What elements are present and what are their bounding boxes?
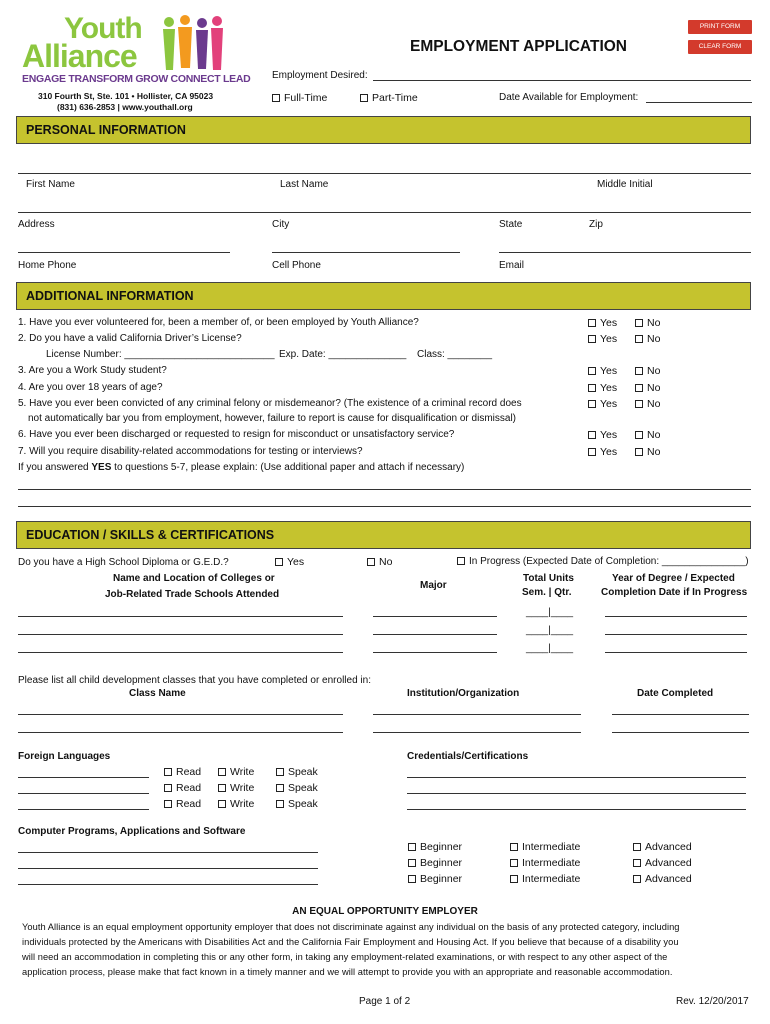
- class-row-1[interactable]: [18, 714, 343, 715]
- program-row-1[interactable]: [18, 852, 318, 853]
- q2-yes-label: Yes: [600, 333, 618, 345]
- personal-information-header: [16, 116, 751, 144]
- q1-yes[interactable]: [588, 317, 617, 329]
- home-phone-field[interactable]: [18, 252, 230, 253]
- q7-yes-label: Yes: [600, 446, 618, 458]
- prog3-beginner-label: Beginner: [420, 873, 463, 885]
- computer-programs-label: Computer Programs, Applications and Software: [18, 826, 246, 837]
- date-available-label: Date Available for Employment:: [499, 92, 639, 103]
- education-title: EDUCATION / SKILLS & CERTIFICATIONS: [26, 528, 275, 542]
- logo-tagline: ENGAGE TRANSFORM GROW CONNECT LEAD: [22, 73, 251, 85]
- education-header: [16, 521, 751, 549]
- q4-yes[interactable]: [588, 382, 617, 394]
- language-row-3[interactable]: [18, 809, 149, 810]
- prog3-advanced-checkbox[interactable]: [633, 875, 641, 883]
- prog1-intermediate-checkbox[interactable]: [510, 843, 518, 851]
- prog3-intermediate-label: Intermediate: [522, 873, 581, 885]
- school-row-1[interactable]: [18, 616, 343, 617]
- institution-row-1[interactable]: [373, 714, 581, 715]
- part-time-option[interactable]: [360, 92, 418, 104]
- q7-no-label: No: [647, 446, 661, 458]
- child-dev-instructions: Please list all child development classes that you have completed or enrolled in:: [18, 675, 371, 686]
- prog1-advanced-label: Advanced: [645, 841, 692, 853]
- q3-no[interactable]: [635, 365, 660, 377]
- revision-date: Rev. 12/20/2017: [676, 996, 749, 1007]
- prog1-beginner-label: Beginner: [420, 841, 463, 853]
- program-row-3[interactable]: [18, 884, 318, 885]
- col-major: Major: [420, 580, 447, 591]
- date-available-field[interactable]: [646, 102, 752, 103]
- email-label: Email: [499, 260, 525, 271]
- prog2-beginner[interactable]: [408, 857, 462, 869]
- diploma-yes-label: Yes: [287, 556, 305, 568]
- prog2-intermediate[interactable]: [510, 857, 580, 869]
- logo-text-youth: Youth: [64, 12, 142, 45]
- lang1-speak-checkbox[interactable]: [276, 768, 284, 776]
- col-degree-2: Completion Date if In Progress: [601, 587, 748, 598]
- prog1-advanced-checkbox[interactable]: [633, 843, 641, 851]
- major-row-2[interactable]: [373, 634, 497, 635]
- diploma-question: Do you have a High School Diploma or G.E.D.?: [18, 557, 229, 568]
- diploma-no-checkbox[interactable]: [367, 558, 375, 566]
- class-name-header: Class Name: [129, 688, 186, 699]
- question-5: 5. Have you ever been convicted of any criminal felony or misdemeanor? (The existence of a criminal record does: [18, 398, 522, 409]
- lang3-write-label: Write: [230, 798, 255, 810]
- email-field[interactable]: [499, 252, 751, 253]
- q5-yes-checkbox[interactable]: [588, 400, 596, 408]
- prog2-beginner-label: Beginner: [420, 857, 463, 869]
- full-time-option[interactable]: [272, 92, 327, 104]
- q7-no[interactable]: [635, 446, 660, 458]
- degree-row-1[interactable]: [605, 616, 747, 617]
- q3-no-label: No: [647, 365, 661, 377]
- q5-yes[interactable]: [588, 398, 617, 410]
- explain-pre: If you answered: [18, 462, 92, 473]
- lang3-write-checkbox[interactable]: [218, 800, 226, 808]
- page-number: Page 1 of 2: [359, 996, 411, 1007]
- page-title: EMPLOYMENT APPLICATION: [410, 38, 627, 55]
- personal-information-title: PERSONAL INFORMATION: [26, 123, 186, 137]
- lang3-read-label: Read: [176, 798, 202, 810]
- lang3-speak-label: Speak: [288, 798, 318, 810]
- home-phone-label: Home Phone: [18, 260, 77, 271]
- q6-yes-label: Yes: [600, 429, 618, 441]
- q4-no-label: No: [647, 382, 661, 394]
- logo: [20, 12, 251, 92]
- lang3-speak-checkbox[interactable]: [276, 800, 284, 808]
- units-row-2[interactable]: ____|____: [526, 625, 574, 636]
- eeo-line-2: individuals protected by the Americans with Disabilities Act and the California Fair Employment and Housing Act. If you believe that because of a disability you: [22, 937, 679, 947]
- prog3-intermediate-checkbox[interactable]: [510, 875, 518, 883]
- question-1: 1. Have you ever volunteered for, been a member of, or been employed by Youth Alliance?: [18, 317, 419, 328]
- prog2-beginner-checkbox[interactable]: [408, 859, 416, 867]
- col-school-1: Name and Location of Colleges or: [113, 573, 275, 584]
- q3-no-checkbox[interactable]: [635, 367, 643, 375]
- prog2-advanced[interactable]: [633, 857, 692, 869]
- school-row-3[interactable]: [18, 652, 343, 653]
- q1-no-label: No: [647, 317, 661, 329]
- lang3-read-checkbox[interactable]: [164, 800, 172, 808]
- institution-header: Institution/Organization: [407, 688, 520, 699]
- diploma-in-progress[interactable]: [457, 556, 749, 568]
- eeo-title: AN EQUAL OPPORTUNITY EMPLOYER: [292, 906, 478, 917]
- lang2-read-label: Read: [176, 782, 202, 794]
- degree-row-2[interactable]: [605, 634, 747, 635]
- city-label: City: [272, 219, 290, 230]
- explain-yes: YES: [91, 462, 112, 473]
- q2-no-checkbox[interactable]: [635, 335, 643, 343]
- prog2-advanced-checkbox[interactable]: [633, 859, 641, 867]
- lang2-speak-checkbox[interactable]: [276, 784, 284, 792]
- prog3-beginner[interactable]: [408, 873, 462, 885]
- lang1-read[interactable]: [164, 766, 201, 778]
- employment-desired-label: Employment Desired:: [272, 70, 368, 81]
- lang3-write[interactable]: [218, 798, 254, 810]
- name-field[interactable]: [18, 173, 751, 174]
- lang2-write-checkbox[interactable]: [218, 784, 226, 792]
- prog2-intermediate-label: Intermediate: [522, 857, 581, 869]
- prog3-beginner-checkbox[interactable]: [408, 875, 416, 883]
- diploma-in-progress-label: In Progress (Expected Date of Completion: _______________): [469, 556, 749, 567]
- date-row-1[interactable]: [612, 714, 749, 715]
- lang1-write-checkbox[interactable]: [218, 768, 226, 776]
- q5-yes-label: Yes: [600, 398, 618, 410]
- units-row-3[interactable]: ____|____: [526, 643, 574, 654]
- cell-phone-field[interactable]: [272, 252, 460, 253]
- address-label: Address: [18, 219, 55, 230]
- lang3-read[interactable]: [164, 798, 201, 810]
- institution-row-2[interactable]: [373, 732, 581, 733]
- state-label: State: [499, 219, 523, 230]
- eeo-line-4: application process, please make that fact known in a timely manner and we will attempt to provide you with an appropriate and reasonable accommodation.: [22, 967, 673, 977]
- major-row-3[interactable]: [373, 652, 497, 653]
- org-contact: (831) 636-2853 | www.youthall.org: [57, 102, 193, 112]
- q4-yes-label: Yes: [600, 382, 618, 394]
- lang2-speak[interactable]: [276, 782, 318, 794]
- date-completed-header: Date Completed: [637, 688, 714, 699]
- language-row-1[interactable]: [18, 777, 149, 778]
- eeo-statement: [22, 920, 750, 980]
- language-row-2[interactable]: [18, 793, 149, 794]
- q7-yes-checkbox[interactable]: [588, 448, 596, 456]
- middle-initial-label: Middle Initial: [597, 179, 653, 190]
- q7-no-checkbox[interactable]: [635, 448, 643, 456]
- lang1-read-checkbox[interactable]: [164, 768, 172, 776]
- question-4: 4. Are you over 18 years of age?: [18, 382, 163, 393]
- units-row-1[interactable]: ____|____: [526, 607, 574, 618]
- prog1-beginner[interactable]: [408, 841, 462, 853]
- employment-desired-field[interactable]: [373, 80, 751, 81]
- prog3-advanced[interactable]: [633, 873, 692, 885]
- question-5-cont: not automatically bar you from employment, however, failure to report is cause for disqualification or dismissal): [28, 413, 516, 424]
- q5-no-label: No: [647, 398, 661, 410]
- last-name-label: Last Name: [280, 179, 329, 190]
- col-degree-1: Year of Degree / Expected: [612, 573, 735, 584]
- q3-yes[interactable]: [588, 365, 617, 377]
- q2-yes-checkbox[interactable]: [588, 335, 596, 343]
- date-row-2[interactable]: [612, 732, 749, 733]
- credentials-label: Credentials/Certifications: [407, 751, 529, 762]
- col-units-1: Total Units: [523, 573, 574, 584]
- lang1-speak[interactable]: [276, 766, 318, 778]
- lang2-speak-label: Speak: [288, 782, 318, 794]
- col-school-2: Job-Related Trade Schools Attended: [105, 589, 280, 600]
- lang2-write[interactable]: [218, 782, 254, 794]
- lang2-read[interactable]: [164, 782, 201, 794]
- degree-row-3[interactable]: [605, 652, 747, 653]
- address-field[interactable]: [18, 212, 751, 213]
- q6-no-checkbox[interactable]: [635, 431, 643, 439]
- diploma-yes[interactable]: [275, 556, 304, 568]
- lang1-write[interactable]: [218, 766, 254, 778]
- prog1-intermediate[interactable]: [510, 841, 580, 853]
- question-7: 7. Will you require disability-related accommodations for testing or interviews?: [18, 446, 363, 457]
- program-row-2[interactable]: [18, 868, 318, 869]
- logo-figures-icon: [160, 14, 226, 72]
- q6-yes[interactable]: [588, 429, 617, 441]
- license-number[interactable]: License Number: ___________________________: [46, 349, 275, 360]
- explain-line-1[interactable]: [18, 489, 751, 490]
- additional-information-title: ADDITIONAL INFORMATION: [26, 289, 194, 303]
- lang2-read-checkbox[interactable]: [164, 784, 172, 792]
- explain-instructions: [18, 462, 464, 474]
- print-form-button[interactable]: PRINT FORM: [688, 20, 752, 34]
- prog2-intermediate-checkbox[interactable]: [510, 859, 518, 867]
- lang3-speak[interactable]: [276, 798, 318, 810]
- q3-yes-label: Yes: [600, 365, 618, 377]
- cell-phone-label: Cell Phone: [272, 260, 321, 271]
- diploma-yes-checkbox[interactable]: [275, 558, 283, 566]
- q6-yes-checkbox[interactable]: [588, 431, 596, 439]
- question-3: 3. Are you a Work Study student?: [18, 365, 167, 376]
- lang1-speak-label: Speak: [288, 766, 318, 778]
- eeo-line-3: will need an accommodation in completing this or any other form, in taking any employment-related examinations, or with respect to any other aspect of the: [22, 952, 668, 962]
- lang2-write-label: Write: [230, 782, 255, 794]
- prog1-intermediate-label: Intermediate: [522, 841, 581, 853]
- q6-no[interactable]: [635, 429, 660, 441]
- part-time-checkbox[interactable]: [360, 94, 368, 102]
- part-time-label: Part-Time: [372, 92, 418, 104]
- q6-no-label: No: [647, 429, 661, 441]
- license-class[interactable]: Class: ________: [417, 349, 493, 360]
- q7-yes[interactable]: [588, 446, 617, 458]
- prog2-advanced-label: Advanced: [645, 857, 692, 869]
- q4-yes-checkbox[interactable]: [588, 384, 596, 392]
- q2-no-label: No: [647, 333, 661, 345]
- explain-post: to questions 5-7, please explain: (Use additional paper and attach if necessary): [111, 462, 465, 473]
- foreign-languages-label: Foreign Languages: [18, 751, 111, 762]
- q2-no[interactable]: [635, 333, 660, 345]
- q1-yes-label: Yes: [600, 317, 618, 329]
- prog3-advanced-label: Advanced: [645, 873, 692, 885]
- q2-yes[interactable]: [588, 333, 617, 345]
- diploma-no[interactable]: [367, 556, 392, 568]
- zip-label: Zip: [589, 219, 603, 230]
- question-6: 6. Have you ever been discharged or requested to resign for misconduct or unsatisfactory service?: [18, 429, 455, 440]
- credential-row-2[interactable]: [407, 793, 746, 794]
- q5-no-checkbox[interactable]: [635, 400, 643, 408]
- eeo-line-1: Youth Alliance is an equal employment opportunity employer that does not discriminate against any individual on the basis of any protected category, including: [22, 922, 680, 932]
- clear-form-button[interactable]: CLEAR FORM: [688, 40, 752, 54]
- school-row-2[interactable]: [18, 634, 343, 635]
- class-row-2[interactable]: [18, 732, 343, 733]
- col-units-2: Sem. | Qtr.: [522, 587, 572, 598]
- prog3-intermediate[interactable]: [510, 873, 580, 885]
- q1-yes-checkbox[interactable]: [588, 319, 596, 327]
- explain-line-2[interactable]: [18, 506, 751, 507]
- first-name-label: First Name: [26, 179, 75, 190]
- q3-yes-checkbox[interactable]: [588, 367, 596, 375]
- diploma-in-progress-checkbox[interactable]: [457, 557, 465, 565]
- org-address: 310 Fourth St, Ste. 101 • Hollister, CA 95023: [38, 91, 214, 101]
- additional-information-header: [16, 282, 751, 310]
- q5-no[interactable]: [635, 398, 660, 410]
- q4-no-checkbox[interactable]: [635, 384, 643, 392]
- full-time-checkbox[interactable]: [272, 94, 280, 102]
- lang1-read-label: Read: [176, 766, 202, 778]
- diploma-no-label: No: [379, 556, 393, 568]
- q1-no[interactable]: [635, 317, 660, 329]
- question-2: 2. Do you have a valid California Driver’s License?: [18, 333, 242, 344]
- major-row-1[interactable]: [373, 616, 497, 617]
- lang1-write-label: Write: [230, 766, 255, 778]
- full-time-label: Full-Time: [284, 92, 328, 104]
- prog1-advanced[interactable]: [633, 841, 692, 853]
- credential-row-1[interactable]: [407, 777, 746, 778]
- logo-text-alliance: Alliance: [22, 38, 137, 74]
- prog1-beginner-checkbox[interactable]: [408, 843, 416, 851]
- credential-row-3[interactable]: [407, 809, 746, 810]
- q4-no[interactable]: [635, 382, 660, 394]
- license-exp-date[interactable]: Exp. Date: ______________: [279, 349, 407, 360]
- q1-no-checkbox[interactable]: [635, 319, 643, 327]
